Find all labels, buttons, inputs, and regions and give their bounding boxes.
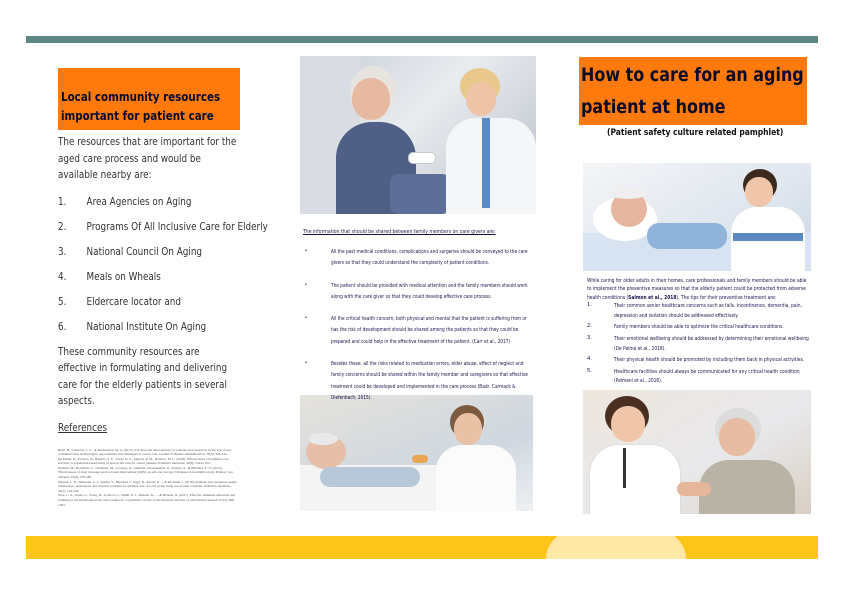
list-item [58,319,268,336]
resources-heading-box [58,68,240,130]
bullet: • [305,360,307,367]
list-item [303,314,535,348]
reference-entry: De Palma, R., Fortuna, D., Hegarty, S. E., Louis, D. Z., Melotti, R. M., & Moro, M. L. (2018). Effectiveness of palliative care services: A population-based study of end-of-life care for cancer patients. Palliative medicine, 32(8), 1344-1352. [58,456,229,466]
left-panel [58,68,268,507]
bullet: • [305,248,307,254]
resources-heading: Local community resources important for patient care [61,90,221,123]
list-number: 1. [587,302,592,309]
list-label: National Institute On Aging [86,320,207,333]
list-item [303,281,535,304]
list-item [303,359,535,404]
list-number: 3. [587,335,592,341]
bullet-text: All the critical health concern, both physical and mental that the patient is suffering from or has the risk of development should be shared among the patients so that they could be prepared and could help in the effective treatment of the patient. (Carr et al., 2017) [331,316,527,345]
tips-intro-end: ). The tips for their preventive treatment are: [676,294,777,301]
references-list [58,448,238,508]
list-number: 3. [58,245,67,258]
list-item [58,294,268,311]
caregiver-serving-tea-photo [300,56,536,214]
reference-entry: Neal, C. A., Gates, C., Wong, D., Gydrova, J., Smith, E. J., Dennett, K., ... & Hanson, A. (2017). Effective dementia education and training for the health and social care workforce: a systematic review of the literature. Review of educational research, 87(5), 966-1002. [58,493,236,507]
list-item [587,356,813,366]
bottom-accent-band [26,536,818,559]
nurse-with-patient-in-bed-photo [583,163,811,271]
reference-entry: Nemani, M., Boutilsen, C., Oranjisse, M., Lacquey, R., Gharibet, Ghazaneshed, R., Trainer, A., & Bibbiani, E. N. (2014). Effectiveness of short message service-based intervention (SMS) on self-care in type 2 diabetes: A feasibility study. Primary care diabetes, 10(4), 276-286. [58,465,234,480]
resources-list [58,194,268,336]
pamphlet-title-box [579,57,807,125]
list-label: Meals on Wheals [86,270,161,283]
list-item [587,302,813,321]
list-number: 2. [587,323,592,330]
list-item [303,247,535,270]
tip-text: Healthcare facilities should always be communicated for any critical health condition (Palmani et al., 2016). [614,368,800,385]
tips-intro-text: While caring for older adults in their homes, care professionals and family members should be able to implement the preventive measures so that the elderly patient could be protected from adverse health conditions ( [587,278,807,301]
list-item [58,244,268,261]
list-label: Eldercare locator and [86,295,181,308]
list-number: 2. [58,220,67,233]
resources-intro: The resources that are important for the aged care process and would be available nearby are: [58,136,237,181]
tips-intro-citation: Salmon et al., 2018 [628,294,677,301]
list-number: 5. [587,367,592,374]
decorative-arc [546,536,686,559]
list-item [58,269,268,286]
pamphlet-title: How to care for an aging patient at home [581,64,804,118]
list-item [587,368,813,387]
nurse-with-elderly-woman-photo [583,390,811,514]
right-panel [587,277,813,389]
list-item [58,219,268,236]
bullet-text: All the past medical conditions, complications and surgeries should be conveyed to the care givers so that they could understand the complexity of patient conditions. [331,249,528,267]
list-label: Programs Of All Inclusive Care for Elderly [86,220,268,233]
bullet: • [305,281,307,288]
tip-text: Their common senior healthcare concerns such as falls, incontinence, dementia, pain, depression and isolation should be addressed effectively. [614,303,802,319]
references-title: References [58,421,108,434]
list-label: National Council On Aging [86,245,203,258]
bullet-text: Besides these, all the risks related to medication errors, elder abuse, effect of neglect and family concerns should be shared within the family member and caregivers so that effective treatment could be developed and implemented in the care process (Badr, Carmack & Diefenbach, 2015). [331,361,528,401]
bullet-text: The patient should be provided with medical attention and the family members should work along with the care giver so that they could develop effective care process. [331,282,528,300]
list-number: 6. [58,320,67,333]
list-number: 4. [58,270,67,283]
resources-outro: These community resources are effective in formulating and delivering care for the elderly patients in several aspects. [58,345,228,407]
tip-text: Family members should be able to optimize the critical healthcare conditions. [614,324,784,331]
tip-text: Their physical health should be promoted by including them back in physical activities. [614,357,805,364]
list-label: Area Agencies on Aging [86,195,192,208]
list-number: 4. [587,356,592,363]
tips-list [587,302,813,387]
tip-text: Their emotional wellbeing should be addressed by determining their emotional wellbeing (De Palma et al., 2018). [614,336,809,352]
list-number: 1. [58,195,67,208]
bullet: • [305,315,307,322]
shared-info-lead: The information that should be shared between family members on care givers are: [303,229,496,235]
list-item [587,323,813,333]
top-accent-bar [26,36,818,43]
list-number: 5. [58,295,67,308]
list-item [587,335,813,354]
list-item [58,194,268,211]
reference-entry: Bush, H., Carmack, C. L., & Diefenbach, M. A. (2015). Psychosocial interventions for patients and caregivers in the age of new communication technologies: opportunities and challenges in cancer care. Journal of Health communication, 20(3), 328-342. [58,447,232,457]
pamphlet-subtitle: (Patient safety culture related pamphlet) [607,128,784,138]
middle-panel [303,229,535,415]
tips-intro [587,277,811,302]
shared-info-list [303,247,535,404]
reference-entry: Nilsson, L. E., Dahlgren, L. I., Sandin, S., Bertrand, J., Eggs, B., Strand, P., ... & Paclashk, J. (2019). Patients' and caregivers' needs, experiences, preferences and research priorities in spiritual care: A focus group study across nine countries. Palliative medicine, 32(1), 216-230. [58,479,238,493]
